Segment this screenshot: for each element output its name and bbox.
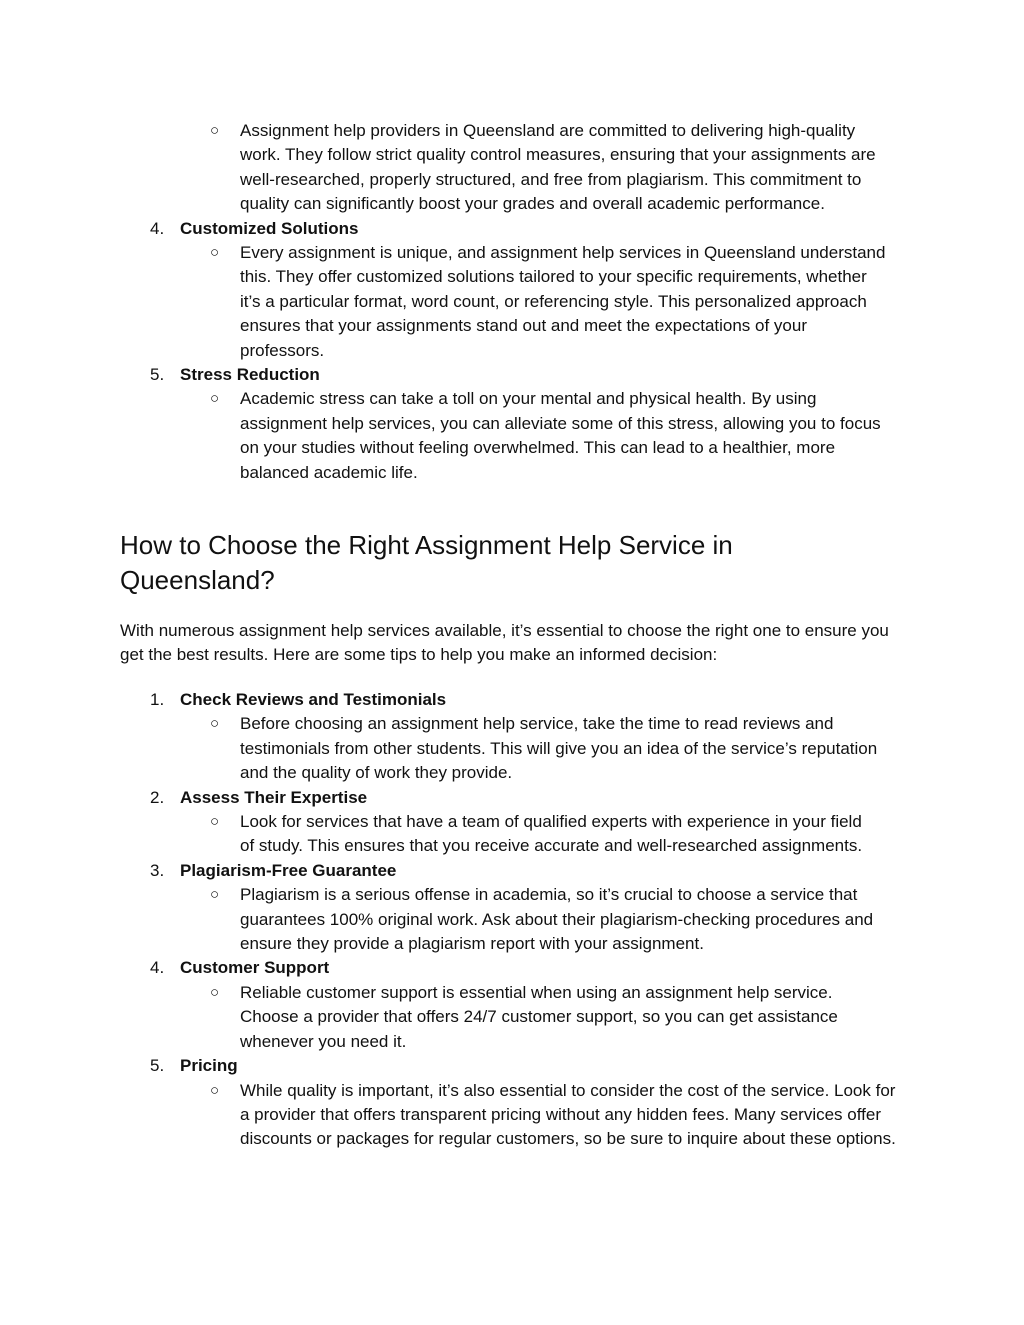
hollow-bullet-icon: ○ [210, 122, 220, 139]
item-number: 5. [150, 1056, 165, 1076]
list-item [0, 119, 900, 217]
list-item-text: Plagiarism is a serious offense in academia, so it’s crucial to choose a service that guarantees 100% original work. Ask about their plagiarism-checking procedures and ensure they provide a plagiarism report with your assignment. [240, 885, 874, 954]
item-number: 5. [150, 365, 165, 385]
list-item [0, 387, 900, 485]
numbered-item [0, 1054, 1024, 1078]
hollow-bullet-icon: ○ [210, 886, 220, 904]
hollow-bullet-icon: ○ [210, 983, 220, 1001]
item-number: 4. [150, 958, 165, 978]
section-heading: How to Choose the Right Assignment Help Service in Queensland? [120, 530, 733, 595]
tips-list [0, 688, 1024, 1152]
numbered-item [0, 786, 1024, 810]
list-item-text: Every assignment is unique, and assignment help services in Queensland understand this. They offer customized solutions tailored to your specific requirements, whether it’s a particular format, word count, or referencing style. This personalized approach ensures that your assignments stand out and meet the expectations of your professors. [240, 243, 886, 360]
list-item-text: While quality is important, it’s also essential to consider the cost of the service. Look for a provider that offers transparent pricing without any hidden fees. Many services offer discounts or packages for regular customers, so be sure to inquire about these options. [240, 1080, 896, 1149]
list-item [0, 810, 900, 859]
list-item-text: Look for services that have a team of qualified experts with experience in your field of study. This ensures that you receive accurate and well-researched assignments. [240, 812, 863, 856]
list-item [0, 1079, 900, 1152]
numbered-item [0, 956, 1024, 980]
item-number: 2. [150, 787, 165, 807]
item-number: 4. [150, 218, 165, 238]
item-number: 3. [150, 860, 165, 880]
list-item [0, 712, 900, 785]
hollow-bullet-icon: ○ [210, 813, 220, 831]
list-item [0, 981, 900, 1054]
item-title: Plagiarism-Free Guarantee [180, 860, 397, 880]
numbered-item [0, 363, 1024, 387]
list-item [0, 883, 900, 956]
hollow-bullet-icon: ○ [210, 715, 220, 733]
item-number: 1. [150, 690, 165, 709]
list-item-text: Academic stress can take a toll on your mental and physical health. By using assignment help services, you can alleviate some of this stress, allowing you to focus on your studies without feeling overwhelmed. This can lead to a healthier, more balanced academic life. [240, 389, 881, 482]
list-item [0, 241, 900, 363]
numbered-item [0, 217, 1024, 241]
item-title: Customized Solutions [180, 218, 359, 238]
list-item-text: Assignment help providers in Queensland are committed to delivering high-quality work. They follow strict quality control measures, ensuring that your assignments are well-researched, properly structured, and free from plagiarism. This commitment to quality can significantly boost your grades and overall academic performance. [240, 121, 876, 214]
benefits-list [0, 119, 1024, 485]
item-title: Check Reviews and Testimonials [180, 690, 447, 709]
item-title: Stress Reduction [180, 365, 320, 385]
intro-paragraph: With numerous assignment help services available, it’s essential to choose the right one to ensure you get the best results. Here are some tips to help you make an informed decision: [120, 621, 889, 665]
hollow-bullet-icon: ○ [210, 244, 220, 262]
item-title: Customer Support [180, 958, 330, 978]
item-title: Assess Their Expertise [180, 787, 368, 807]
numbered-item [0, 859, 1024, 883]
list-item-text: Reliable customer support is essential when using an assignment help service. Choose a provider that offers 24/7 customer support, so you can get assistance whenever you need it. [240, 982, 838, 1051]
hollow-bullet-icon: ○ [210, 390, 220, 408]
hollow-bullet-icon: ○ [210, 1081, 220, 1099]
numbered-item [0, 688, 1024, 712]
list-item-text: Before choosing an assignment help service, take the time to read reviews and testimonials from other students. This will give you an idea of the service’s reputation and the quality of work they provide. [240, 714, 878, 783]
item-title: Pricing [180, 1056, 238, 1076]
